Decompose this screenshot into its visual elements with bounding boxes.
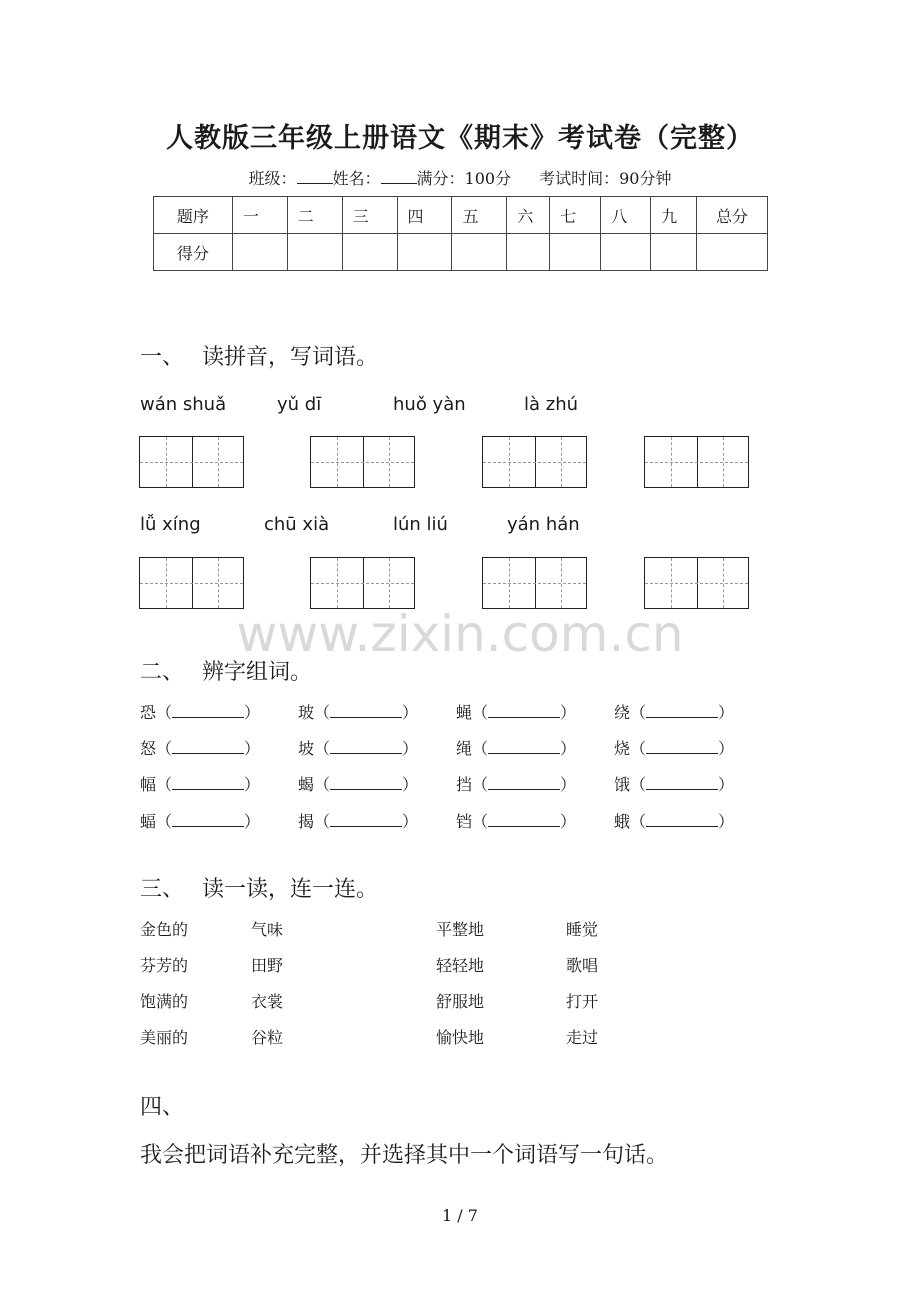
word-group-item [456, 700, 576, 723]
writing-grid[interactable] [644, 436, 749, 488]
word[interactable]: 睡觉 [566, 920, 599, 939]
word[interactable]: 衣裳 [251, 992, 284, 1011]
pinyin: lǚ xíng [140, 514, 201, 535]
table-cell: 九 [651, 197, 697, 234]
answer-blank[interactable] [330, 777, 402, 790]
close-paren: ） [244, 703, 261, 722]
score-cell[interactable] [550, 234, 601, 271]
character: 蝎 [298, 775, 315, 794]
open-paren: （ [156, 739, 173, 758]
character: 烧 [614, 739, 631, 758]
character: 蛾 [614, 812, 631, 831]
section-number: 三、 [140, 877, 185, 902]
word[interactable]: 轻轻地 [436, 956, 485, 975]
score-cell[interactable] [601, 234, 651, 271]
section-number: 二、 [140, 660, 185, 685]
table-cell: 五 [452, 197, 507, 234]
section-4-instruction: 我会把词语补充完整，并选择其中一个词语写一句话。 [140, 1143, 669, 1168]
open-paren: （ [156, 775, 173, 794]
section-title: 读一读，连一连。 [202, 877, 379, 902]
word-group-item [456, 809, 576, 832]
open-paren: （ [630, 739, 647, 758]
answer-blank[interactable] [646, 777, 718, 790]
score-table [153, 196, 768, 271]
table-cell: 四 [397, 197, 452, 234]
table-cell: 得分 [154, 234, 233, 271]
score-cell[interactable] [651, 234, 697, 271]
word[interactable]: 气味 [251, 920, 284, 939]
word-group-item [298, 736, 418, 759]
open-paren: （ [472, 739, 489, 758]
word-group-item [298, 700, 418, 723]
word-group-item [140, 772, 260, 795]
word-group-item [614, 736, 734, 759]
close-paren: ） [244, 739, 261, 758]
score-cell[interactable] [397, 234, 452, 271]
score-header-row [154, 197, 768, 234]
section-4-number: 四、 [140, 1095, 185, 1120]
close-paren: ） [560, 703, 577, 722]
close-paren: ） [718, 812, 735, 831]
page-number: 1 / 7 [442, 1206, 478, 1225]
character: 铛 [456, 812, 473, 831]
character: 蝇 [456, 703, 473, 722]
close-paren: ） [718, 703, 735, 722]
close-paren: ） [244, 812, 261, 831]
table-cell: 三 [342, 197, 397, 234]
answer-blank[interactable] [488, 705, 560, 718]
writing-grid[interactable] [139, 557, 244, 609]
open-paren: （ [630, 812, 647, 831]
table-cell: 六 [507, 197, 550, 234]
open-paren: （ [630, 775, 647, 794]
word-group-item [298, 809, 418, 832]
answer-blank[interactable] [488, 741, 560, 754]
writing-grid[interactable] [482, 557, 587, 609]
character: 饿 [614, 775, 631, 794]
word[interactable]: 平整地 [436, 920, 485, 939]
score-cell[interactable] [232, 234, 287, 271]
pinyin: wán shuǎ [140, 394, 227, 415]
word-group-item [614, 700, 734, 723]
word[interactable]: 美丽的 [140, 1028, 189, 1047]
answer-blank[interactable] [646, 741, 718, 754]
answer-blank[interactable] [646, 814, 718, 827]
close-paren: ） [560, 812, 577, 831]
open-paren: （ [314, 739, 331, 758]
answer-blank[interactable] [172, 741, 244, 754]
open-paren: （ [314, 812, 331, 831]
section-number: 一、 [140, 345, 185, 370]
section-1-heading [140, 340, 378, 371]
word[interactable]: 金色的 [140, 920, 189, 939]
close-paren: ） [718, 775, 735, 794]
answer-blank[interactable] [330, 814, 402, 827]
writing-grid[interactable] [310, 436, 415, 488]
section-title: 读拼音，写词语。 [202, 345, 379, 370]
answer-blank[interactable] [488, 814, 560, 827]
character: 挡 [456, 775, 473, 794]
writing-grid[interactable] [482, 436, 587, 488]
character: 恐 [140, 703, 157, 722]
exam-time: 考试时间：90分钟 [539, 169, 672, 188]
word[interactable]: 打开 [566, 992, 599, 1011]
writing-grid[interactable] [310, 557, 415, 609]
character: 绳 [456, 739, 473, 758]
close-paren: ） [402, 703, 419, 722]
pinyin: yǔ dī [277, 394, 322, 415]
class-blank[interactable] [297, 169, 333, 184]
character: 蝠 [140, 812, 157, 831]
word[interactable]: 田野 [251, 956, 284, 975]
answer-blank[interactable] [488, 777, 560, 790]
answer-blank[interactable] [172, 705, 244, 718]
pinyin: huǒ yàn [393, 394, 466, 415]
close-paren: ） [402, 812, 419, 831]
score-row [154, 234, 768, 271]
open-paren: （ [156, 812, 173, 831]
writing-grid[interactable] [644, 557, 749, 609]
score-cell[interactable] [287, 234, 342, 271]
section-title: 辨字组词。 [202, 660, 313, 685]
answer-blank[interactable] [646, 705, 718, 718]
table-cell: 二 [287, 197, 342, 234]
answer-blank[interactable] [330, 705, 402, 718]
score-cell[interactable] [452, 234, 507, 271]
table-cell: 总分 [697, 197, 768, 234]
word[interactable]: 芬芳的 [140, 956, 189, 975]
answer-blank[interactable] [172, 777, 244, 790]
word[interactable]: 饱满的 [140, 992, 189, 1011]
open-paren: （ [630, 703, 647, 722]
table-cell: 七 [550, 197, 601, 234]
word-group-item [614, 772, 734, 795]
pinyin: chū xià [264, 514, 330, 535]
word[interactable]: 谷粒 [251, 1028, 284, 1047]
word[interactable]: 走过 [566, 1028, 599, 1047]
score-cell[interactable] [507, 234, 550, 271]
open-paren: （ [472, 812, 489, 831]
close-paren: ） [402, 739, 419, 758]
word-group-item [298, 772, 418, 795]
word-group-item [140, 700, 260, 723]
character: 坡 [298, 739, 315, 758]
score-cell[interactable] [697, 234, 768, 271]
character: 揭 [298, 812, 315, 831]
word[interactable]: 舒服地 [436, 992, 485, 1011]
word[interactable]: 愉快地 [436, 1028, 485, 1047]
open-paren: （ [314, 703, 331, 722]
word[interactable]: 歌唱 [566, 956, 599, 975]
name-blank[interactable] [381, 169, 417, 184]
section-3-heading [140, 872, 378, 903]
writing-grid[interactable] [139, 436, 244, 488]
close-paren: ） [560, 775, 577, 794]
exam-info [0, 166, 920, 189]
table-cell: 一 [232, 197, 287, 234]
word-group-item [456, 736, 576, 759]
full-score: 满分：100分 [416, 169, 512, 188]
character: 幅 [140, 775, 157, 794]
name-label: 姓名： [332, 169, 381, 188]
close-paren: ） [244, 775, 261, 794]
pinyin: là zhú [524, 394, 579, 415]
watermark: www.zixin.com.cn [236, 605, 684, 663]
table-cell: 八 [601, 197, 651, 234]
character: 绕 [614, 703, 631, 722]
score-cell[interactable] [342, 234, 397, 271]
open-paren: （ [156, 703, 173, 722]
answer-blank[interactable] [330, 741, 402, 754]
open-paren: （ [472, 775, 489, 794]
close-paren: ） [718, 739, 735, 758]
pinyin: yán hán [507, 514, 580, 535]
table-cell: 题序 [154, 197, 233, 234]
character: 玻 [298, 703, 315, 722]
word-group-item [614, 809, 734, 832]
word-group-item [140, 809, 260, 832]
open-paren: （ [314, 775, 331, 794]
section-2-heading [140, 655, 312, 686]
page-title: 人教版三年级上册语文《期末》考试卷（完整） [166, 123, 754, 154]
class-label: 班级： [248, 169, 297, 188]
word-group-item [140, 736, 260, 759]
open-paren: （ [472, 703, 489, 722]
answer-blank[interactable] [172, 814, 244, 827]
pinyin: lún liú [393, 514, 448, 535]
character: 怒 [140, 739, 157, 758]
close-paren: ） [560, 739, 577, 758]
word-group-item [456, 772, 576, 795]
close-paren: ） [402, 775, 419, 794]
